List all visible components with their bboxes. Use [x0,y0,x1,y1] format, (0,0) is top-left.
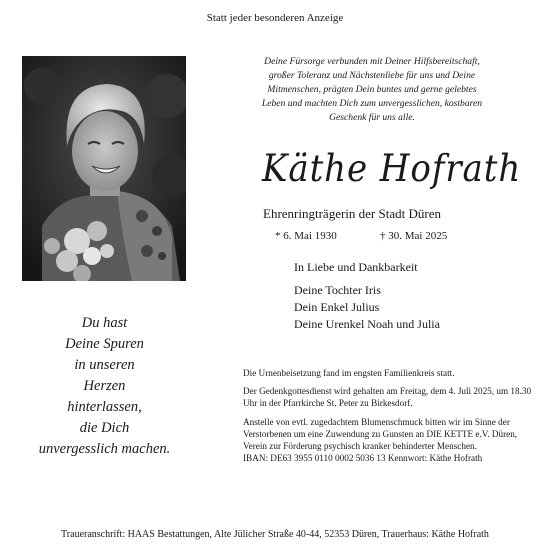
poem-block [22,313,187,460]
info-paragraph: Der Gedenkgottesdienst wird gehalten am Freitag, dem 4. Juli 2025, um 18.30 Uhr in der Pfarrkirche St. Peter zu Birkesdorf. [243,386,532,409]
poem-line: unvergesslich machen. [38,441,171,457]
poem-line: in unseren [74,357,135,373]
quote-block [232,55,512,125]
info-paragraph: Die Urnenbeisetzung fand im engsten Familienkreis statt. [243,368,455,378]
header-text: Statt jeder besonderen Anzeige [206,12,344,24]
info-paragraph: Anstelle von evtl. zugedachtem Blumenschmuck bitten wir im Sinne der Verstorbenen um eine Zuwendung zu Gunsten an DIE KETTE e.V. Düren, Verein zur Förderung psychisch kranker behinderter Menschen. [243,416,518,452]
quote-line: Mitmenschen, prägten Dein buntes und gerne gelebtes [267,84,477,95]
mourner-line: Deine Tochter Iris [294,283,381,297]
deceased-name: Käthe Hofrath [262,147,522,190]
poem-line: Deine Spuren [65,336,144,352]
poem-line: Du hast [81,315,128,331]
mourners-intro: In Liebe und Dankbarkeit [294,260,418,274]
death-date: † 30. Mai 2025 [380,230,448,242]
honorary-title: Ehrenringträgerin der Stadt Düren [263,206,441,221]
mourner-line: Deine Urenkel Noah und Julia [294,317,440,331]
birth-date: * 6. Mai 1930 [275,230,337,242]
portrait-photo [22,56,186,281]
footer-address: Traueranschrift: HAAS Bestattungen, Alte Jülicher Straße 40-44, 52353 Düren, Trauerhaus: Käthe Hofrath [61,529,489,540]
quote-line: Geschenk für uns alle. [329,112,415,123]
poem-line: Herzen [83,378,126,394]
quote-line: Deine Fürsorge verbunden mit Deiner Hilfsbereitschaft, [264,56,480,67]
mourners-block [294,259,440,333]
portrait-illustration [22,56,186,281]
poem-line: die Dich [79,420,130,436]
quote-line: großer Toleranz und Nächstenliebe für uns und Deine [268,70,476,81]
info-block [243,367,543,470]
mourner-line: Dein Enkel Julius [294,300,380,314]
quote-line: Leben und machten Dich zum unvergesslichen, kostbaren [261,98,483,109]
info-iban: IBAN: DE63 3955 0110 0002 5036 13 Kennwort: Käthe Hofrath [243,453,483,464]
poem-line: hinterlassen, [67,399,142,415]
